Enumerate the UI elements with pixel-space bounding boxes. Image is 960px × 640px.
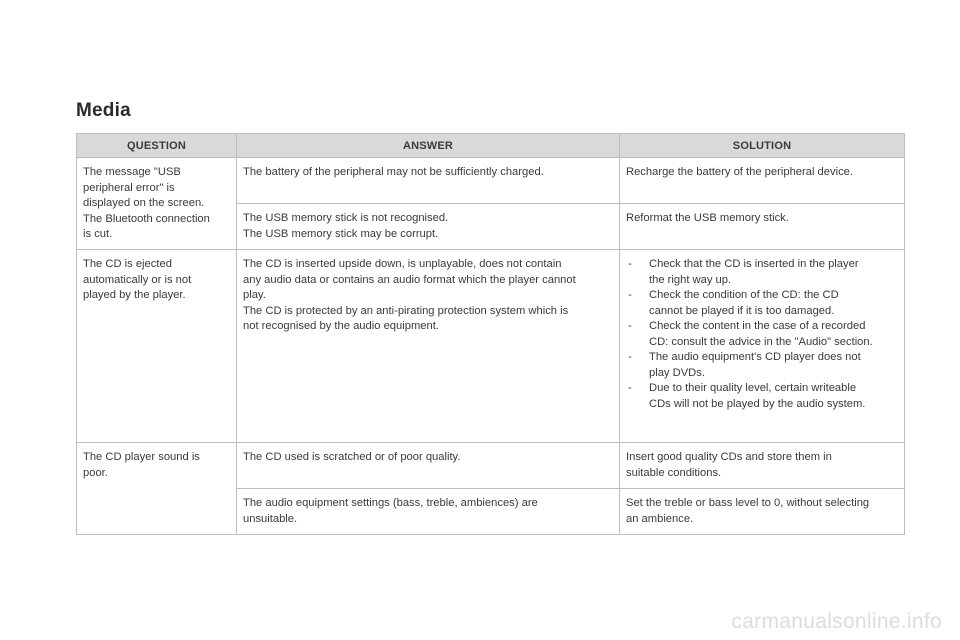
question-text: The Bluetooth connection	[83, 212, 210, 225]
solution-text: CDs will not be played by the audio system.	[649, 397, 866, 410]
table-row	[77, 443, 905, 489]
solution-cell	[620, 204, 905, 250]
watermark-text: carmanualsonline.info	[731, 610, 942, 633]
bullet-dash: -	[628, 382, 632, 394]
question-cell	[77, 443, 237, 535]
answer-text: The CD is protected by an anti-pirating protection system which is	[243, 304, 569, 317]
column-header-solution: SOLUTION	[620, 134, 905, 158]
solution-text: CD: consult the advice in the "Audio" section.	[649, 335, 873, 348]
question-text: The CD is ejected	[83, 258, 172, 270]
question-text: automatically or is not	[83, 273, 192, 286]
solution-bullet	[626, 350, 898, 381]
solution-cell	[620, 250, 905, 443]
page-title: Media	[76, 100, 131, 121]
solution-bullet	[626, 257, 898, 288]
faq-table	[76, 133, 905, 535]
solution-text: Reformat the USB memory stick.	[626, 212, 789, 224]
solution-text: an ambience.	[626, 512, 694, 525]
solution-text: The audio equipment's CD player does not	[649, 351, 861, 363]
question-text: displayed on the screen.	[83, 197, 205, 209]
question-text: played by the player.	[83, 289, 186, 301]
solution-text: Due to their quality level, certain writeable	[649, 382, 857, 394]
solution-text: cannot be played if it is too damaged.	[649, 304, 835, 317]
solution-text: Recharge the battery of the peripheral device.	[626, 166, 853, 178]
solution-text: Insert good quality CDs and store them in	[626, 451, 832, 463]
table-header	[77, 134, 905, 158]
answer-cell	[237, 204, 620, 250]
solution-bullet	[626, 319, 898, 350]
answer-text: unsuitable.	[243, 512, 298, 525]
solution-text: play DVDs.	[649, 366, 705, 379]
solution-text: suitable conditions.	[626, 466, 722, 479]
answer-cell	[237, 443, 620, 489]
question-text: poor.	[83, 466, 108, 479]
solution-text: Check that the CD is inserted in the player	[649, 258, 859, 270]
answer-text: The audio equipment settings (bass, treble, ambiences) are	[243, 497, 538, 509]
solution-cell	[620, 489, 905, 535]
answer-text: The battery of the peripheral may not be sufficiently charged.	[243, 166, 544, 178]
question-text: peripheral error" is	[83, 181, 175, 194]
answer-text: any audio data or contains an audio format which the player cannot	[243, 273, 576, 286]
bullet-dash: -	[628, 289, 632, 301]
answer-cell	[237, 489, 620, 535]
solution-text: Check the content in the case of a recorded	[649, 320, 866, 332]
bullet-dash: -	[628, 351, 632, 363]
answer-text: The CD used is scratched or of poor quality.	[243, 451, 461, 463]
answer-text: The USB memory stick is not recognised.	[243, 212, 449, 224]
answer-text: play.	[243, 289, 266, 301]
solution-text: the right way up.	[649, 273, 732, 286]
question-cell	[77, 158, 237, 250]
answer-cell	[237, 158, 620, 204]
solution-text: Set the treble or bass level to 0, without selecting	[626, 497, 870, 509]
solution-cell	[620, 443, 905, 489]
table-body	[77, 158, 905, 535]
solution-text: Check the condition of the CD: the CD	[649, 289, 839, 301]
header-row	[77, 134, 905, 158]
bullet-dash: -	[628, 320, 632, 332]
question-text: The CD player sound is	[83, 451, 200, 463]
table-row	[77, 250, 905, 443]
solution-cell	[620, 158, 905, 204]
question-cell	[77, 250, 237, 443]
solution-list	[626, 257, 898, 412]
answer-cell	[237, 250, 620, 443]
answer-text: The CD is inserted upside down, is unplayable, does not contain	[243, 258, 562, 270]
column-header-question: QUESTION	[77, 134, 237, 158]
bullet-dash: -	[628, 258, 632, 270]
column-header-answer: ANSWER	[237, 134, 620, 158]
table-row	[77, 158, 905, 204]
solution-bullet	[626, 288, 898, 319]
answer-text: not recognised by the audio equipment.	[243, 320, 439, 332]
question-text: The message "USB	[83, 166, 181, 178]
answer-text: The USB memory stick may be corrupt.	[243, 227, 439, 240]
solution-bullet	[626, 381, 898, 412]
question-text: is cut.	[83, 228, 113, 240]
